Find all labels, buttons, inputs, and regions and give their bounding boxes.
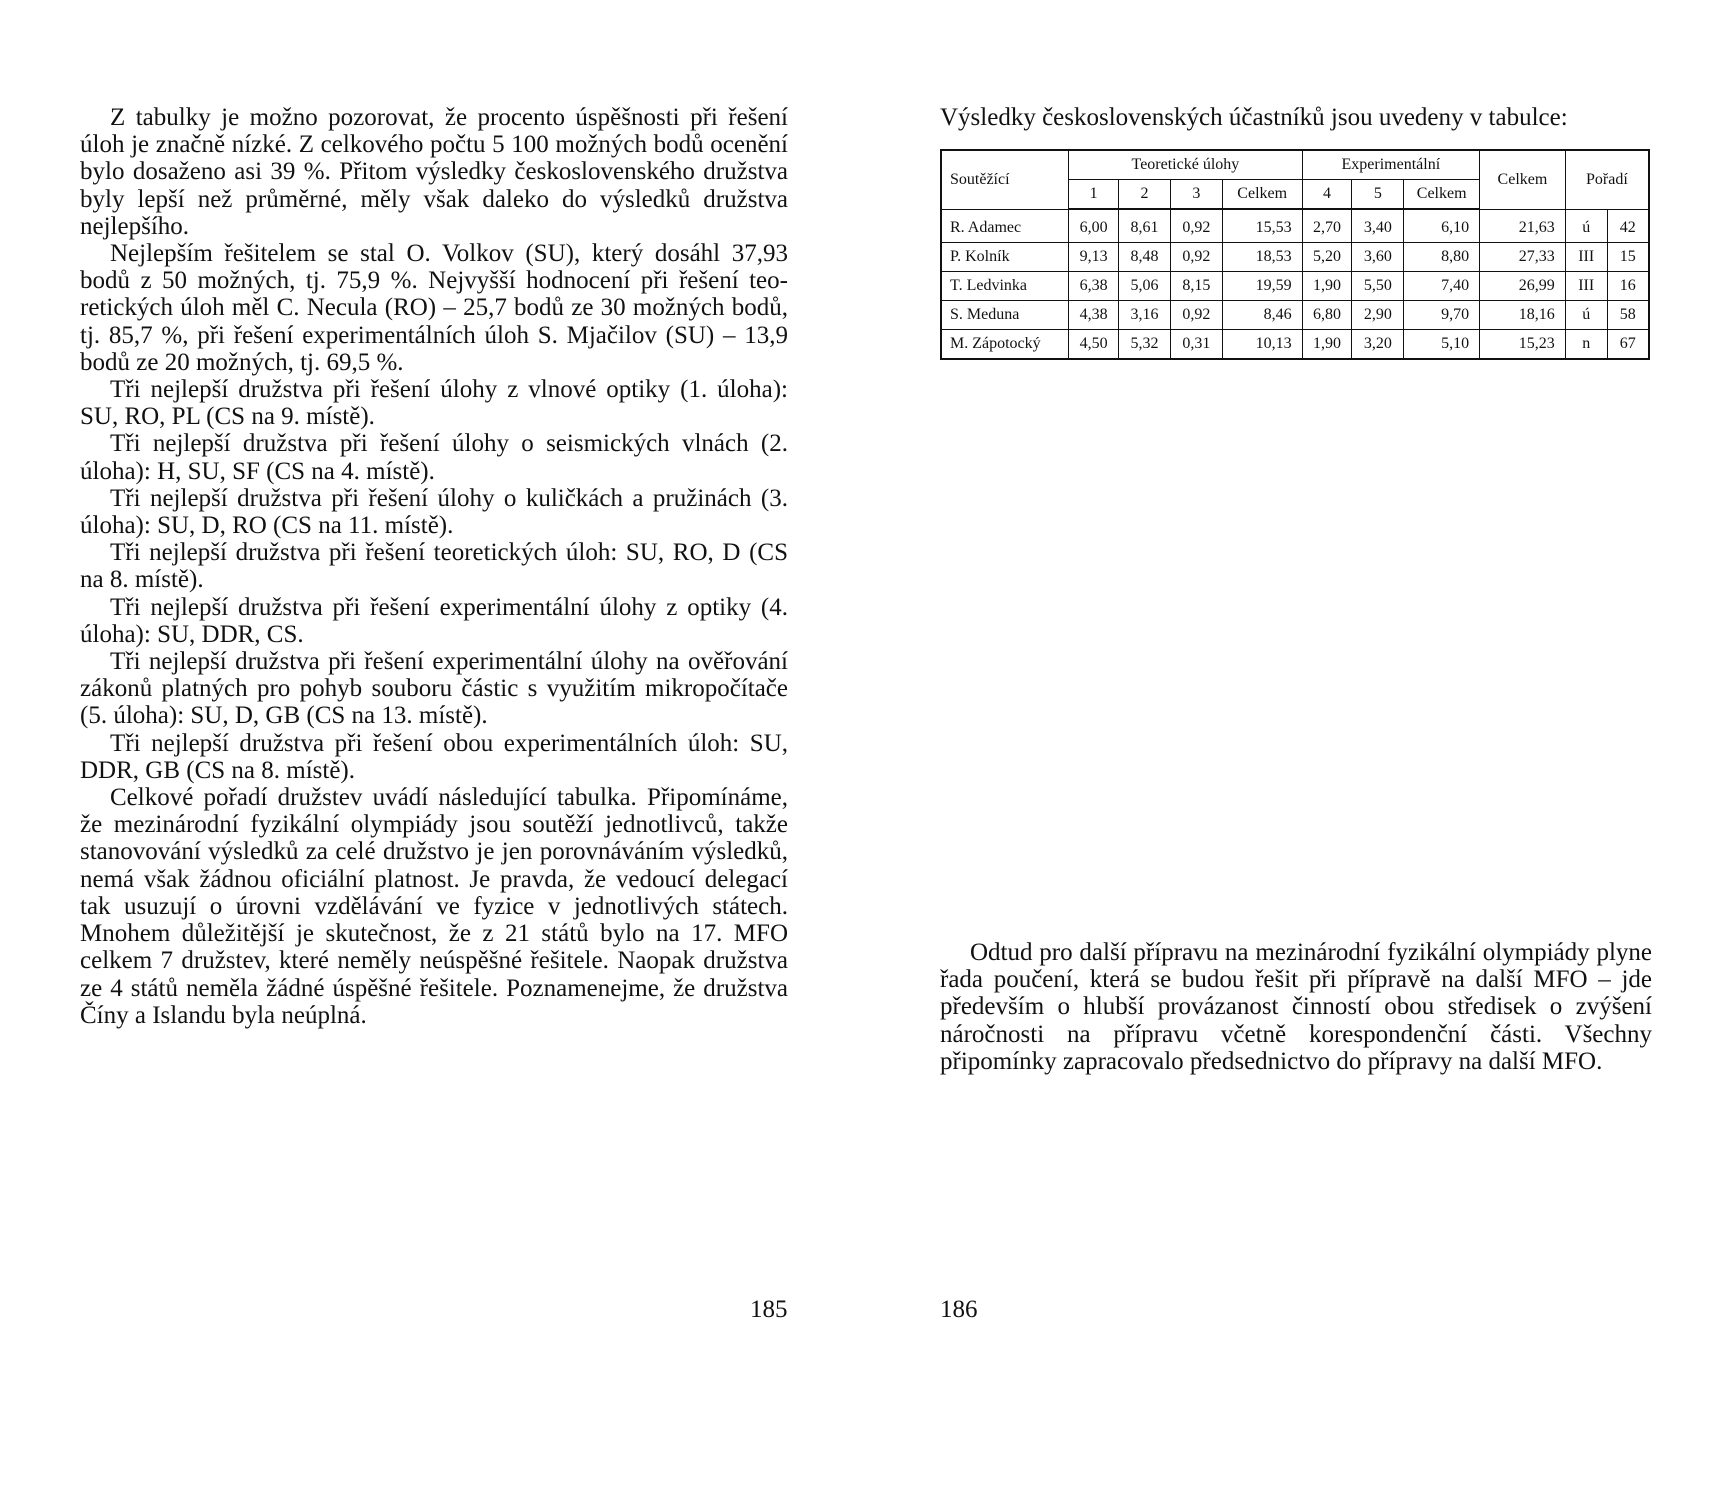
cell-e5: 5,50 (1352, 272, 1404, 301)
cell-theory-total: 15,53 (1222, 209, 1302, 243)
header-contestant: Soutěžící (941, 150, 1069, 209)
cell-t2: 5,06 (1119, 272, 1171, 301)
cell-name: M. Zápotocký (941, 330, 1069, 360)
cell-rank: 42 (1607, 209, 1649, 243)
cell-theory-total: 8,46 (1222, 301, 1302, 330)
cell-e5: 3,60 (1352, 243, 1404, 272)
header-theory-total: Celkem (1222, 180, 1302, 210)
cell-e4: 6,80 (1302, 301, 1352, 330)
paragraph: Tři nejlepší družstva při řešení úlohy z vlnové optiky (1. úloha): SU, RO, PL (CS na 9. místě). (80, 376, 788, 431)
cell-e4: 1,90 (1302, 272, 1352, 301)
cell-total: 26,99 (1480, 272, 1566, 301)
header-rank: Pořadí (1565, 150, 1649, 209)
table-heading: Výsledky československých účastníků jsou uvedeny v tabulce: (940, 104, 1568, 131)
table-row (941, 330, 1649, 360)
cell-experiment-total: 7,40 (1404, 272, 1480, 301)
cell-t1: 4,50 (1069, 330, 1119, 360)
cell-t1: 6,38 (1069, 272, 1119, 301)
cell-t2: 8,61 (1119, 209, 1171, 243)
cell-e5: 2,90 (1352, 301, 1404, 330)
cell-rank: 16 (1607, 272, 1649, 301)
cell-award: ú (1565, 301, 1607, 330)
cell-t3: 0,92 (1170, 301, 1222, 330)
cell-award: III (1565, 243, 1607, 272)
cell-name: T. Ledvinka (941, 272, 1069, 301)
paragraph: Celkové pořadí družstev uvádí následující tabulka. Připomínáme, že mezinárodní fyzikální olympiády jsou soutěží jednotlivců, takže stanovování výsledků za celé družstvo je jen porovnáváním výsledků, nemá však žádnou oficiální platnost. Je pravda, že vedoucí delegací tak usuzují o úrovni vzdělávání ve fyzice v jednotlivých státech. Mnohem důležitější je skutečnost, že z 21 států bylo na 17. MFO celkem 7 družstev, které neměly neúspěšné řešitele. Naopak družstva ze 4 států neměla žádné úspěšné řešitele. Poznamenejme, že družstva Číny a Islandu byla neúplná. (80, 784, 788, 1029)
cell-t1: 9,13 (1069, 243, 1119, 272)
cell-t3: 0,92 (1170, 209, 1222, 243)
header-task-5: 5 (1352, 180, 1404, 210)
cell-experiment-total: 5,10 (1404, 330, 1480, 360)
header-experiment-total: Celkem (1404, 180, 1480, 210)
cell-experiment-total: 9,70 (1404, 301, 1480, 330)
cell-award: ú (1565, 209, 1607, 243)
cell-name: S. Meduna (941, 301, 1069, 330)
header-task-3: 3 (1170, 180, 1222, 210)
cell-e5: 3,40 (1352, 209, 1404, 243)
cell-name: R. Adamec (941, 209, 1069, 243)
cell-total: 21,63 (1480, 209, 1566, 243)
table-row (941, 272, 1649, 301)
cell-t2: 5,32 (1119, 330, 1171, 360)
cell-rank: 15 (1607, 243, 1649, 272)
paragraph: Odtud pro další přípravu na mezinárodní fyzikální olympiády plyne řada poučení, která se budou řešit při přípravě na další MFO – jde především o hlubší provázanost činností obou středisek o zvýšení náročnosti na přípravu včetně korespondenční části. Všechny připomínky zapracovalo předsednictvo do přípravy na další MFO. (940, 939, 1652, 1075)
cell-experiment-total: 6,10 (1404, 209, 1480, 243)
results-table (940, 149, 1650, 360)
paragraph: Tři nejlepší družstva při řešení úlohy o kuličkách a pružinách (3. úloha): SU, D, RO (CS na 11. místě). (80, 484, 788, 540)
cell-t2: 8,48 (1119, 243, 1171, 272)
cell-e4: 1,90 (1302, 330, 1352, 360)
cell-e4: 5,20 (1302, 243, 1352, 272)
cell-theory-total: 10,13 (1222, 330, 1302, 360)
table-row (941, 209, 1649, 243)
header-total: Celkem (1480, 150, 1566, 209)
cell-award: n (1565, 330, 1607, 360)
paragraph: Tři nejlepší družstva při řešení experimentální úlohy z optiky (4. úloha): SU, DDR, CS. (80, 593, 788, 648)
left-page-text (80, 104, 788, 1029)
cell-name: P. Kolník (941, 243, 1069, 272)
header-task-4: 4 (1302, 180, 1352, 210)
header-theory-group: Teoretické úlohy (1069, 150, 1302, 180)
cell-theory-total: 18,53 (1222, 243, 1302, 272)
header-task-1: 1 (1069, 180, 1119, 210)
cell-experiment-total: 8,80 (1404, 243, 1480, 272)
cell-t3: 0,31 (1170, 330, 1222, 360)
cell-t3: 0,92 (1170, 243, 1222, 272)
cell-e5: 3,20 (1352, 330, 1404, 360)
cell-total: 18,16 (1480, 301, 1566, 330)
paragraph: Tři nejlepší družstva při řešení obou experimentálních úloh: SU, DDR, GB (CS na 8. místě). (80, 729, 788, 784)
header-task-2: 2 (1119, 180, 1171, 210)
cell-t1: 4,38 (1069, 301, 1119, 330)
header-experiment-group: Experimentální (1302, 150, 1480, 180)
paragraph: Tři nejlepší družstva při řešení experimentální úlohy na ověřování zákonů platných pro pohyb souboru částic s využitím mikropočítače (5. úloha): SU, D, GB (CS na 13. místě). (80, 648, 788, 730)
cell-rank: 67 (1607, 330, 1649, 360)
page-number-left: 185 (750, 1296, 788, 1323)
cell-t1: 6,00 (1069, 209, 1119, 243)
table-row (941, 301, 1649, 330)
table-row (941, 243, 1649, 272)
cell-award: III (1565, 272, 1607, 301)
paragraph: Tři nejlepší družstva při řešení teoretických úloh: SU, RO, D (CS na 8. místě). (80, 539, 788, 594)
cell-theory-total: 19,59 (1222, 272, 1302, 301)
cell-t2: 3,16 (1119, 301, 1171, 330)
cell-e4: 2,70 (1302, 209, 1352, 243)
paragraph: Tři nejlepší družstva při řešení úlohy o seismických vlnách (2. úloha): H, SU, SF (CS na 4. místě). (80, 430, 788, 485)
paragraph: Nejlepším řešitelem se stal O. Volkov (SU), který dosáhl 37,93 bodů z 50 možných, tj. 75,9 %. Nejvyšší hodnocení při řešení teoretických úloh měl C. Necula (RO) – 25,7 bodů ze 30 možných bodů, tj. 85,7 %, při řešení experimentálních úloh S. Mjačilov (SU) – 13,9 bodů ze 20 možných, tj. 69,5 %. (80, 240, 788, 376)
cell-total: 27,33 (1480, 243, 1566, 272)
cell-total: 15,23 (1480, 330, 1566, 360)
right-page-text (940, 939, 1652, 1075)
cell-rank: 58 (1607, 301, 1649, 330)
cell-t3: 8,15 (1170, 272, 1222, 301)
paragraph: Z tabulky je možno pozorovat, že procento úspěšnosti při řešení úloh je značně nízké. Z celkového počtu 5 100 možných bodů ocenění bylo dosaženo asi 39 %. Přitom výsledky československého družstva byly lepší než průměrné, měly však daleko do výsledků družstva nejlepšího. (80, 104, 788, 240)
page-number-right: 186 (940, 1296, 978, 1323)
